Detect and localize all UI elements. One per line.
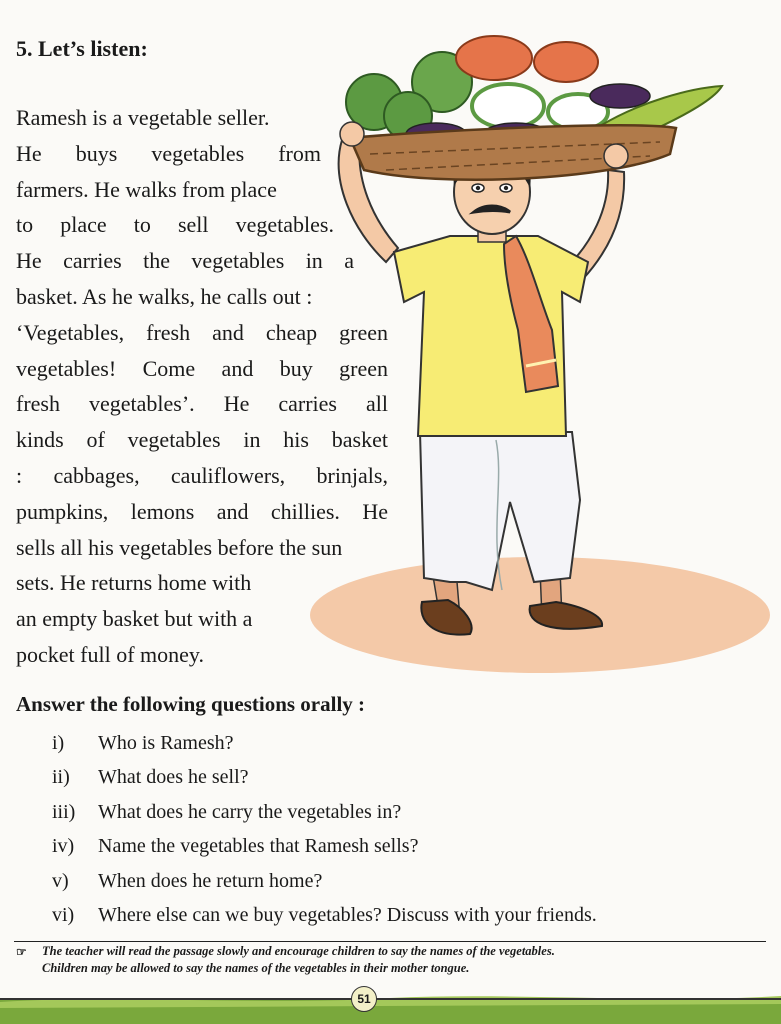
question-text: Who is Ramesh? <box>98 732 234 754</box>
cauliflower <box>472 84 544 128</box>
left-hand <box>340 122 364 146</box>
teacher-note <box>16 943 766 977</box>
question-text: Name the vegetables that Ramesh sells? <box>98 835 419 858</box>
passage-line: He carries the vegetables in a <box>16 248 354 274</box>
question-number: i) <box>52 732 65 754</box>
page-number: 51 <box>351 986 377 1012</box>
pumpkin <box>456 36 532 80</box>
passage-line: sets. He returns home with <box>16 570 252 596</box>
right-pupil <box>504 186 508 190</box>
passage-line: : cabbages, cauliflowers, brinjals, <box>16 462 388 488</box>
question-number: vi) <box>52 903 75 926</box>
question-item <box>0 760 781 794</box>
passage-line: kinds of vegetables in his basket <box>16 427 388 453</box>
question-number: ii) <box>52 766 70 789</box>
passage-line: basket. As he walks, he calls out : <box>16 283 313 309</box>
right-hand <box>604 144 628 168</box>
shirt <box>394 236 588 436</box>
passage-line: ‘Vegetables, fresh and cheap green <box>16 319 388 345</box>
question-number: iv) <box>52 835 75 858</box>
question-item <box>0 726 781 760</box>
divider-line <box>14 941 766 942</box>
question-text: Where else can we buy vegetables? Discuss with your friends. <box>98 903 597 926</box>
question-number: iii) <box>52 800 76 823</box>
questions-heading: Answer the following questions orally : <box>16 692 366 716</box>
vegetable-seller-illustration <box>290 30 770 690</box>
question-item <box>0 795 781 829</box>
passage-line: fresh vegetables’. He carries all <box>16 391 388 417</box>
footer-grass-band <box>0 990 781 1024</box>
passage-line: an empty basket but with a <box>16 606 253 632</box>
question-item <box>0 829 781 863</box>
question-number: v) <box>52 869 69 892</box>
section-heading: 5. Let’s listen: <box>16 36 148 61</box>
left-pupil <box>476 186 480 190</box>
passage-line: vegetables! Come and buy green <box>16 355 388 381</box>
question-item <box>0 898 781 932</box>
question-text: What does he carry the vegetables in? <box>98 800 402 823</box>
question-text: When does he return home? <box>98 869 323 892</box>
teacher-note-line: The teacher will read the passage slowly and encourage children to say the names of the vegetables. <box>42 944 555 958</box>
pointing-hand-icon: ☞ <box>16 945 27 959</box>
passage-line: pumpkins, lemons and chillies. He <box>16 498 388 524</box>
question-list <box>0 726 781 932</box>
question-text: What does he sell? <box>98 766 249 789</box>
teacher-note-line: Children may be allowed to say the names of the vegetables in their mother tongue. <box>42 961 470 975</box>
passage-line: Ramesh is a vegetable seller. <box>16 105 270 130</box>
pumpkin <box>534 42 598 82</box>
passage-line: farmers. He walks from place <box>16 176 277 202</box>
passage-line: to place to sell vegetables. <box>16 212 334 238</box>
brinjal <box>590 84 650 108</box>
passage-line: He buys vegetables from <box>16 140 321 166</box>
passage-line: pocket full of money. <box>16 641 204 667</box>
passage-line: sells all his vegetables before the sun <box>16 534 343 560</box>
question-item <box>0 864 781 898</box>
